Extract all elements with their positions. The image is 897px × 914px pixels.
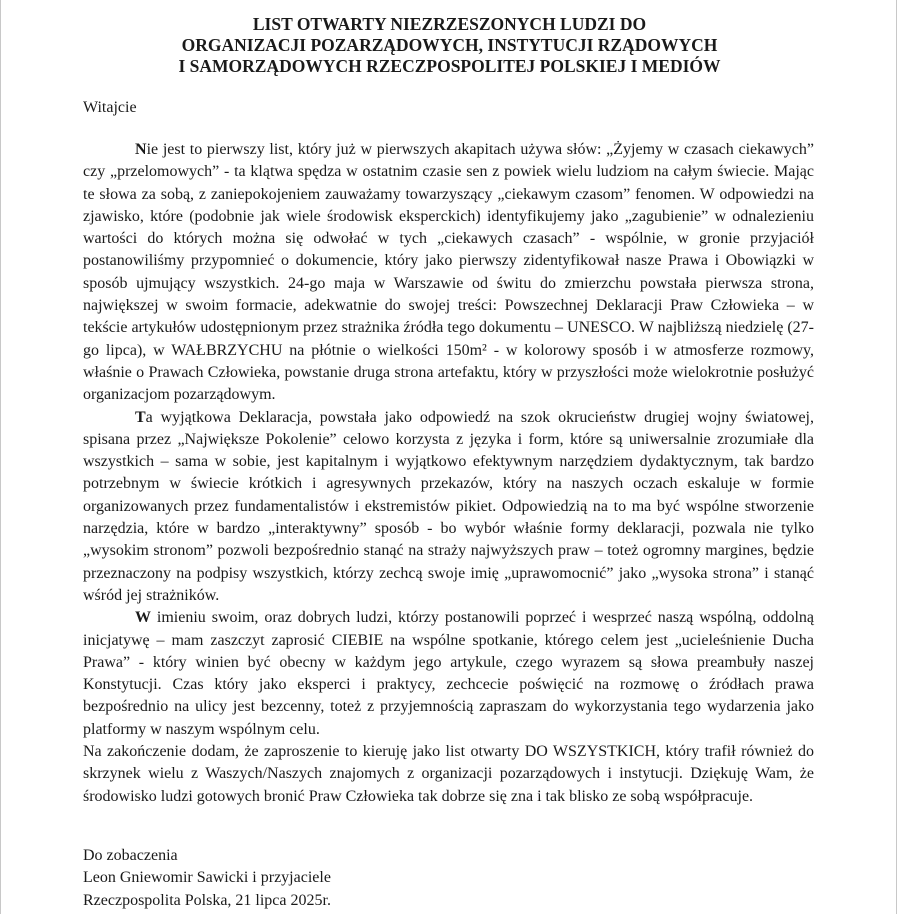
closing: Do zobaczenia: [83, 847, 178, 864]
title-line-3: I SAMORZĄDOWYCH RZECZPOSPOLITEJ POLSKIEJ I MEDIÓW: [178, 56, 721, 76]
letter-title: [61, 14, 838, 77]
paragraph-1: [83, 139, 814, 407]
paragraph-2-text: a wyjątkowa Deklaracja, powstała jako odpowiedź na szok okrucieństw drugiej wojny światowej, spisana przez „Największe Pokolenie” celowo korzysta z języka i form, które są uniwersalnie zrozumiałe dla wszystkich – sama w sobie, jest kapitalnym i wyjątkowo efektywnym narzędziem dydaktycznym, tak bardzo potrzebnym w świecie krótkich i agresywnych przekazów, który na naszych oczach eskaluje w formie organizowanych przez fundamentalistów i ekstremistów pikiet. Odpowiedzią na to ma być wspólne stworzenie narzędzia, które w bardzo „interaktywny” sposób - bo wybór właśnie formy deklaracji, pozwala nie tylko „wysokim stronom” pozwoli bezpośrednio stanąć na straży najwyższych praw – toteż ogromny margines, będzie przeznaczony na podpisy wszystkich, którzy zechcą swoje imię „uprawomocnić” jako „wysoka strona” i stanąć wśród jej strażników.: [83, 408, 814, 604]
paragraph-1-text: ie jest to pierwszy list, który już w pierwszych akapitach używa słów: „Żyjemy w czasach ciekawych” czy „przelomowych” - ta klątwa spędza w ostatnim czasie sen z powiek wielu ludziom na całym świecie. Mając te słowa za sobą, z zaniepokojeniem zauważamy towarzyszący „ciekawym czasom” fenomen. W odpowiedzi na zjawisko, które (podobnie jak wiele środowisk eksperckich) identyfikujemy jako „zagubienie” w odnalezieniu wartości do których można się odwołać w tych „ciekawych czasach” - wspólnie, w gronie przyjaciół postanowiliśmy przypomnieć o dokumencie, który jako pierwszy zidentyfikował nasze Prawa i Obowiązki w sposób ujmujący wszystkich. 24-go maja w Warszawie od świtu do zmierzchu powstała pierwsza strona, największej w swoim formacie, adekwatnie do swojej treści: Powszechnej Deklaracji Praw Człowieka – w tekście artykułów udostępnionym przez strażnika źródła tego dokumentu – UNESCO. W najbliższą niedzielę (27-go lipca), w WAŁBRZYCHU na płótnie o wielkości 150m² - w kolorowy sposób i w atmosferze rozmowy, właśnie o Prawach Człowieka, powstanie druga strona artefaktu, który w przyszłości może wielokrotnie posłużyć organizacjom pozarządowym.: [83, 141, 814, 404]
signature-block: [83, 845, 331, 912]
paragraph-2-lead: T: [135, 408, 146, 426]
title-line-1: LIST OTWARTY NIEZRZESZONYCH LUDZI DO: [252, 14, 647, 34]
paragraph-1-lead: N: [135, 141, 147, 158]
paragraph-4: [83, 741, 814, 808]
author: Leon Gniewomir Sawicki i przyjaciele: [83, 869, 331, 887]
greeting: Witajcie: [83, 99, 137, 116]
letter-body: [83, 139, 814, 808]
title-line-2: ORGANIZACJI POZARZĄDOWYCH, INSTYTUCJI RZĄDOWYCH: [181, 35, 718, 55]
place-date: Rzeczpospolita Polska, 21 lipca 2025r.: [83, 891, 331, 909]
paragraph-3-text: imieniu swoim, oraz dobrych ludzi, którzy postanowili poprzeć i wesprzeć naszą wspólną, oddolną inicjatywę – mam zaszczyt zaprosić CIEBIE na wspólne spotkanie, którego celem jest „ucieleśnienie Ducha Prawa” - który winien być obecny w każdym jego artykule, czego wyrazem są słowa preambuły naszej Konstytucji. Czas który jako eksperci i praktycy, zechcecie poświęcić na rozmowę o źródłach prawa bezpośrednio na ulicy jest bezcenny, toteż z przyjemnością zapraszam do wykorzystania tego wydarzenia jako platformy w naszym wspólnym celu.: [83, 609, 814, 738]
paragraph-4-text: Na zakończenie dodam, że zaproszenie to kieruję jako list otwarty DO WSZYSTKICH, który trafił również do skrzynek wielu z Waszych/Naszych znajomych z organizacji pozarządowych i instytucji. Dziękuję Wam, że środowisko ludzi gotowych bronić Praw Człowieka tak dobrze się zna i tak blisko ze sobą współpracuje.: [83, 743, 814, 805]
paragraph-3: [83, 607, 814, 741]
paragraph-2: [83, 407, 814, 608]
paragraph-3-lead: W: [135, 609, 151, 627]
